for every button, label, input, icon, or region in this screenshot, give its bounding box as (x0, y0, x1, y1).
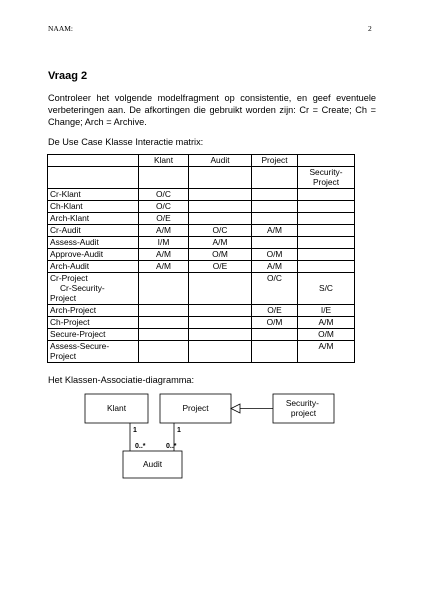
generalization-arrowhead (231, 404, 240, 413)
class-klant-label: Klant (106, 403, 127, 413)
matrix-cell: O/E (252, 305, 298, 317)
column-header: Klant (139, 155, 189, 167)
row-label: Cr-Audit (48, 225, 139, 237)
matrix-cell: O/C (189, 225, 252, 237)
matrix-cell: A/M (189, 237, 252, 249)
matrix-cell: O/M (252, 317, 298, 329)
multiplicity-klant-bottom: 0..* (135, 443, 146, 450)
column-header-line: Security- (309, 167, 343, 177)
row-label: Approve-Audit (48, 249, 139, 261)
multiplicity-project-top: 1 (177, 427, 181, 434)
row-label-line: Assess-Secure- (50, 341, 110, 351)
column-header: Audit (189, 155, 252, 167)
class-security-project-label-line-1: Security- (285, 398, 319, 408)
row-label: Ch-Project (48, 317, 139, 329)
matrix-cell: O/E (139, 213, 189, 225)
row-label: Ch-Klant (48, 201, 139, 213)
matrix-cell: O/C (139, 201, 189, 213)
row-label: Assess-Audit (48, 237, 139, 249)
class-security-project-label-line-2: project (290, 408, 317, 418)
row-label: Arch-Project (48, 305, 139, 317)
page-number: 2 (368, 24, 372, 33)
row-label: Cr-Klant (48, 189, 139, 201)
matrix-cell: I/M (139, 237, 189, 249)
matrix-cell: O/E (189, 261, 252, 273)
matrix-cell: O/M (252, 249, 298, 261)
matrix-cell-value: S/C (319, 283, 333, 293)
diagram-caption: Het Klassen-Associatie-diagramma: (48, 375, 195, 385)
class-project-label: Project (182, 403, 209, 413)
row-sublabel-line: Project (50, 293, 77, 303)
matrix-cell: A/M (139, 249, 189, 261)
matrix-cell: I/E (298, 305, 355, 317)
intro-line-2: verbeteringen aan. De afkortingen die gebruikt worden zijn: Cr = Create; Ch = (48, 105, 376, 115)
matrix-cell: A/M (139, 261, 189, 273)
row-label: Arch-Audit (48, 261, 139, 273)
class-security-project-label (286, 398, 321, 418)
matrix-cell: A/M (252, 261, 298, 273)
matrix-cell: O/C (252, 273, 298, 305)
matrix-cell: A/M (298, 317, 355, 329)
intro-line-1: Controleer het volgende modelfragment op consistentie, en geef eventuele (48, 93, 376, 103)
class-audit-label: Audit (142, 459, 163, 469)
matrix-cell: O/C (139, 189, 189, 201)
row-label-line: Project (50, 351, 77, 361)
intro-line-3: Change; Arch = Archive. (48, 117, 147, 127)
row-sublabel-line: Cr-Security- (60, 283, 105, 293)
row-label: Secure-Project (48, 329, 139, 341)
multiplicity-klant-top: 1 (133, 427, 137, 434)
matrix-cell: O/M (298, 329, 355, 341)
matrix-caption: De Use Case Klasse Interactie matrix: (48, 137, 204, 147)
name-label: NAAM: (48, 24, 74, 33)
matrix-cell: O/M (189, 249, 252, 261)
row-label-main: Cr-Project (50, 273, 88, 283)
column-header-line: Project (312, 177, 340, 187)
column-header: Project (252, 155, 298, 167)
multiplicity-project-bottom: 0..* (166, 443, 177, 450)
row-label: Arch-Klant (48, 213, 139, 225)
matrix-cell: A/M (252, 225, 298, 237)
matrix-cell: A/M (139, 225, 189, 237)
matrix-cell: A/M (298, 341, 355, 363)
question-title: Vraag 2 (48, 70, 88, 82)
